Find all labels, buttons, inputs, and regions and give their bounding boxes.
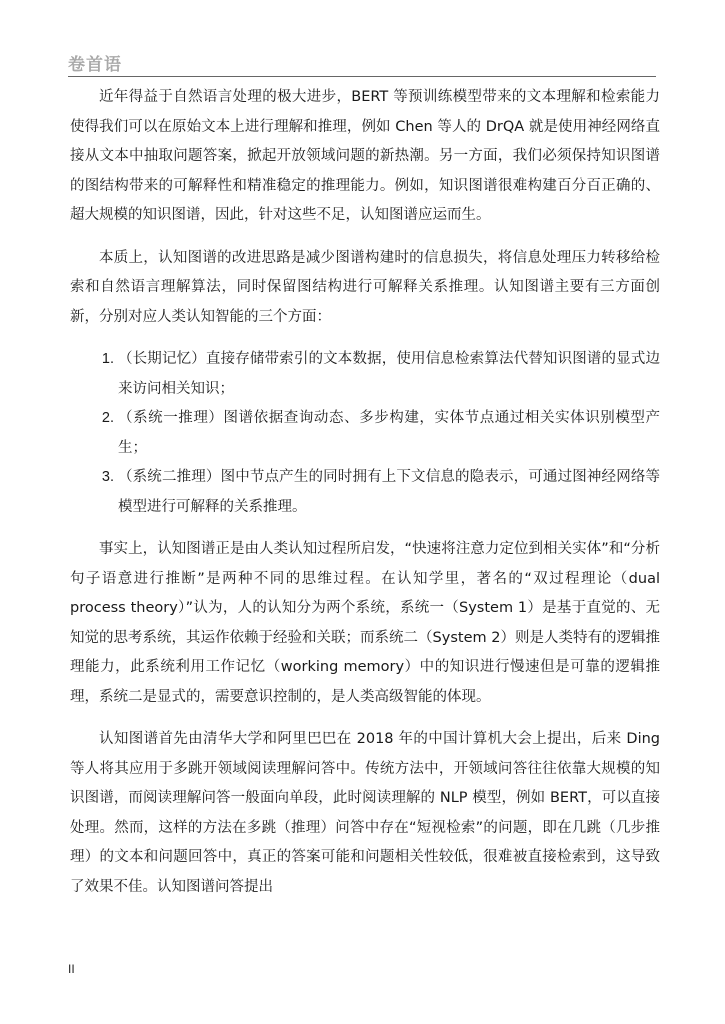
paragraph-dual-process: 事实上，认知图谱正是由人类认知过程所启发，“快速将注意力定位到相关实体”和“分析句子语意进行推断”是两种不同的思维过程。在认知学里，著名的“双过程理论（dual process theory）”认为，人的认知分为两个系统，系统一（System 1）是基于直觉的、无知觉的思考系统，其运作依赖于经验和关联；而系统二（System 2）则是人类特有的逻辑推理能力，此系统利用工作记忆（working memory）中的知识进行慢速但是可靠的逻辑推理，系统二是显式的，需要意识控制的，是人类高级智能的体现。 bbox=[70, 541, 660, 705]
page-number: II bbox=[68, 962, 75, 976]
page-body bbox=[70, 83, 660, 915]
paragraph-history: 认知图谱首先由清华大学和阿里巴巴在 2018 年的中国计算机大会上提出，后来 Ding 等人将其应用于多跳开领域阅读理解问答中。传统方法中，开领域问答往往依靠大规模的知识图谱，而阅读理解问答一般面向单段，此时阅读理解的 NLP 模型，例如 BERT，可以直接处理。然而，这样的方法在多跳（推理）问答中存在“短视检索”的问题，即在几跳（几步推理）的文本和问题回答中，真正的答案可能和问题相关性较低，很难被直接检索到，这导致了效果不佳。认知图谱问答提出 bbox=[70, 731, 660, 895]
paragraph-intro: 近年得益于自然语言处理的极大进步，BERT 等预训练模型带来的文本理解和检索能力使得我们可以在原始文本上进行理解和推理，例如 Chen 等人的 DrQA 就是使用神经网络直接从文本中抽取问题答案，掀起开放领域问题的新热潮。另一方面，我们必须保持知识图谱的图结构带来的可解释性和精准稳定的推理能力。例如，知识图谱很难构建百分百正确的、超大规模的知识图谱，因此，针对这些不足，认知图谱应运而生。 bbox=[70, 89, 660, 223]
list-item: 3. （系统二推理）图中节点产生的同时拥有上下文信息的隐表示，可通过图神经网络等模型进行可解释的关系推理。 bbox=[118, 463, 660, 522]
paragraph-essence: 本质上，认知图谱的改进思路是减少图谱构建时的信息损失，将信息处理压力转移给检索和自然语言理解算法，同时保留图结构进行可解释关系推理。认知图谱主要有三方面创新，分别对应人类认知智能的三个方面： bbox=[70, 249, 660, 325]
header-divider bbox=[68, 76, 656, 77]
list-item: 2. （系统一推理）图谱依据查询动态、多步构建，实体节点通过相关实体识别模型产生； bbox=[118, 404, 660, 463]
list-item: 1. （长期记忆）直接存储带索引的文本数据，使用信息检索算法代替知识图谱的显式边来访问相关知识； bbox=[118, 345, 660, 404]
innovation-list bbox=[70, 345, 660, 522]
running-header: 卷首语 bbox=[68, 55, 122, 75]
